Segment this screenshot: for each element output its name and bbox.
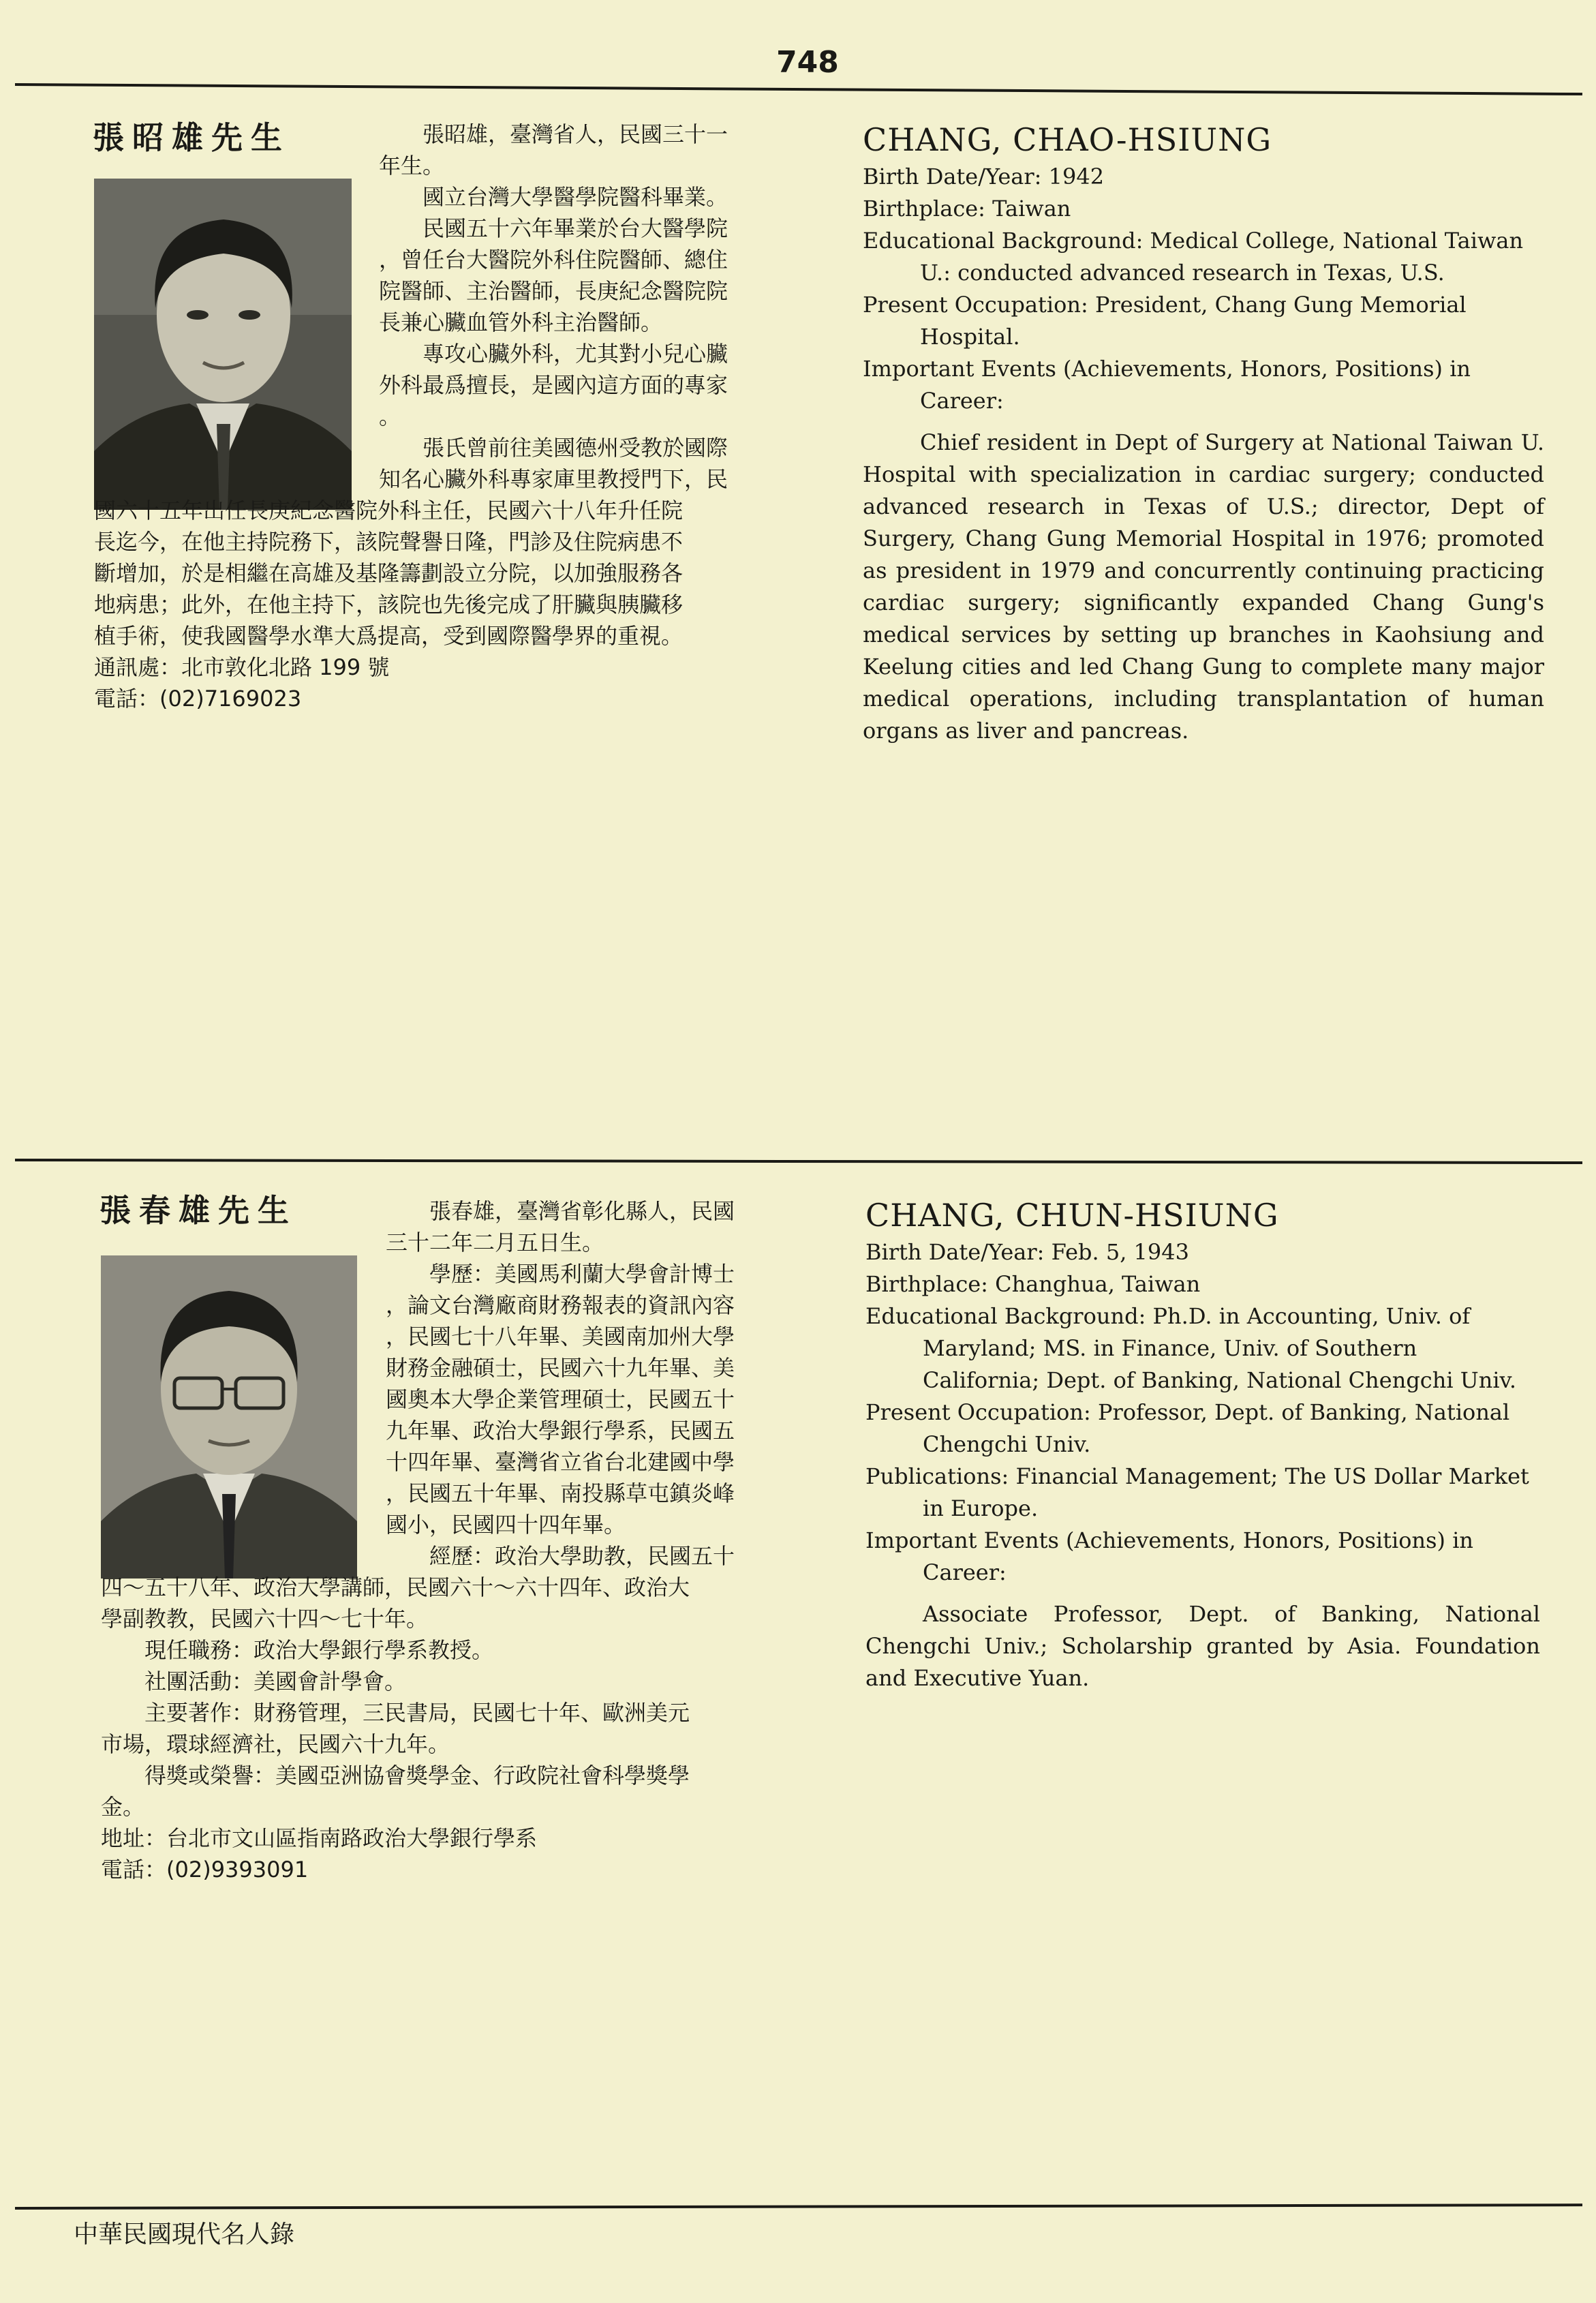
cn-line: 院醫師、主治醫師，長庚紀念醫院院 <box>379 278 728 304</box>
cn-line: 金。 <box>101 1794 145 1820</box>
en-field: Present Occupation: Professor, Dept. of Banking, National Chengchi Univ. <box>865 1399 1510 1457</box>
cn-line: 現任職務：政治大學銀行學系教授。 <box>144 1637 494 1663</box>
cn-line: 專攻心臟外科，尤其對小兒心臟 <box>423 341 728 367</box>
cn-line: 長兼心臟血管外科主治醫師。 <box>379 309 663 335</box>
cn-line: 外科最爲擅長，是國內這方面的專家 <box>379 372 728 398</box>
en-field: Publications: Financial Management; The US Dollar Market in Europe. <box>865 1463 1529 1521</box>
cn-line: 國小，民國四十四年畢。 <box>386 1512 626 1538</box>
portrait-photo <box>94 179 352 510</box>
page-number: 748 <box>776 45 839 80</box>
en-field: Important Events (Achievements, Honors, Positions) in Career: <box>865 1527 1474 1585</box>
cn-name: 張春雄先生 <box>99 1192 297 1229</box>
cn-bio-full <box>101 1572 823 1885</box>
cn-line: ，曾任台大醫院外科住院醫師、總住 <box>379 247 728 273</box>
cn-bio-intro <box>386 1195 808 1572</box>
cn-line: 國奧本大學企業管理碩士，民國五十 <box>386 1386 735 1412</box>
en-name: CHANG, CHUN-HSIUNG <box>865 1197 1279 1234</box>
cn-line: 三十二年二月五日生。 <box>386 1230 604 1255</box>
cn-line: 九年畢、政治大學銀行學系，民國五 <box>386 1418 735 1444</box>
bottom-rule <box>15 2203 1582 2210</box>
cn-line: 張氏曾前往美國德州受教於國際 <box>423 435 728 461</box>
top-rule <box>15 83 1582 95</box>
en-field: Birthplace: Taiwan <box>863 196 1071 222</box>
cn-line: 社團活動：美國會計學會。 <box>144 1668 407 1694</box>
cn-line: 經歷：政治大學助教，民國五十 <box>429 1543 735 1569</box>
cn-address: 地址：台北市文山區指南路政治大學銀行學系 <box>101 1825 538 1851</box>
cn-line: 十四年畢、臺灣省立省台北建國中學 <box>386 1449 735 1475</box>
en-field: Present Occupation: President, Chang Gung Memorial Hospital. <box>863 292 1467 350</box>
portrait-photo <box>101 1255 357 1578</box>
section-divider <box>15 1159 1582 1164</box>
cn-line: ，民國七十八年畢、美國南加州大學 <box>386 1324 735 1349</box>
cn-line: 得獎或榮譽：美國亞洲協會獎學金、行政院社會科學獎學 <box>144 1763 690 1788</box>
cn-phone: 電話：(02)9393091 <box>101 1857 309 1882</box>
cn-line: 斷增加，於是相繼在高雄及基隆籌劃設立分院，以加強服務各 <box>94 560 684 586</box>
cn-line: 長迄今，在他主持院務下，該院聲譽日隆，門診及住院病患不 <box>94 529 684 555</box>
book-title-footer: 中華民國現代名人錄 <box>74 2221 295 2248</box>
cn-line: 地病患；此外，在他主持下，該院也先後完成了肝臟與胰臟移 <box>94 592 684 617</box>
cn-line: ，論文台灣廠商財務報表的資訊內容 <box>386 1292 735 1318</box>
cn-line: 主要著作：財務管理，三民書局，民國七十年、歐洲美元 <box>144 1700 690 1726</box>
en-bio <box>863 120 1544 747</box>
en-name: CHANG, CHAO-HSIUNG <box>863 121 1272 158</box>
en-paragraph: Chief resident in Dept of Surgery at National Taiwan U. Hospital with specialization in cardiac surgery; conducted advanced research in Texas of U.S.; director, Dept of Surgery, Chang Gung Memorial Hospital in 1976; promoted as president in 1979 and concurrently continuing practicing cardiac surgery; significantly expanded Chang Gung's medical services by setting up branches in Kaohsiung and Keelung cities and led Chang Gung to complete many major medical operations, including transplantation of human organs as liver and pancreas. <box>863 429 1544 744</box>
cn-line: 學副教教，民國六十四～七十年。 <box>101 1606 429 1632</box>
cn-line: ，民國五十年畢、南投縣草屯鎮炎峰 <box>386 1480 735 1506</box>
en-field: Birth Date/Year: Feb. 5, 1943 <box>865 1239 1189 1265</box>
en-field: Birthplace: Changhua, Taiwan <box>865 1271 1201 1297</box>
cn-line: 學歷：美國馬利蘭大學會計博士 <box>429 1261 735 1287</box>
cn-line: 市場，環球經濟社，民國六十九年。 <box>101 1731 450 1757</box>
cn-line: 張春雄，臺灣省彰化縣人，民國 <box>429 1198 735 1224</box>
cn-line: 植手術，使我國醫學水準大爲提高，受到國際醫學界的重視。 <box>94 623 684 649</box>
en-field: Educational Background: Ph.D. in Accounting, Univ. of Maryland; MS. in Finance, Univ. of Southern California; Dept. of Banking, National Chengchi Univ. <box>865 1303 1516 1393</box>
en-field: Important Events (Achievements, Honors, Positions) in Career: <box>863 356 1471 414</box>
cn-bio-full <box>94 495 816 714</box>
cn-line: 財務金融碩士，民國六十九年畢、美 <box>386 1355 735 1381</box>
cn-line: 國立台灣大學醫學院醫科畢業。 <box>423 184 728 210</box>
cn-line: 四～五十八年、政治大學講師，民國六十～六十四年、政治大 <box>101 1574 690 1600</box>
en-bio <box>865 1195 1540 1694</box>
cn-line: 知名心臟外科專家庫里教授門下，民 <box>379 466 728 492</box>
cn-line: 。 <box>379 403 401 429</box>
cn-line: 民國五十六年畢業於台大醫學院 <box>423 215 728 241</box>
cn-name: 張昭雄先生 <box>93 119 290 156</box>
cn-line: 國六十五年出任長庚紀念醫院外科主任，民國六十八年升任院 <box>94 498 684 523</box>
cn-line: 張昭雄，臺灣省人，民國三十一 <box>423 121 728 147</box>
en-field: Birth Date/Year: 1942 <box>863 164 1105 189</box>
cn-address: 通訊處：北市敦化北路 199 號 <box>94 654 390 680</box>
en-field: Educational Background: Medical College, National Taiwan U.: conducted advanced research in Texas, U.S. <box>863 228 1524 286</box>
en-paragraph: Associate Professor, Dept. of Banking, National Chengchi Univ.; Scholarship granted by Asia. Foundation and Executive Yuan. <box>865 1601 1540 1691</box>
cn-line: 年生。 <box>379 153 445 179</box>
cn-phone: 電話：(02)7169023 <box>94 686 302 712</box>
cn-bio-intro <box>379 119 801 495</box>
